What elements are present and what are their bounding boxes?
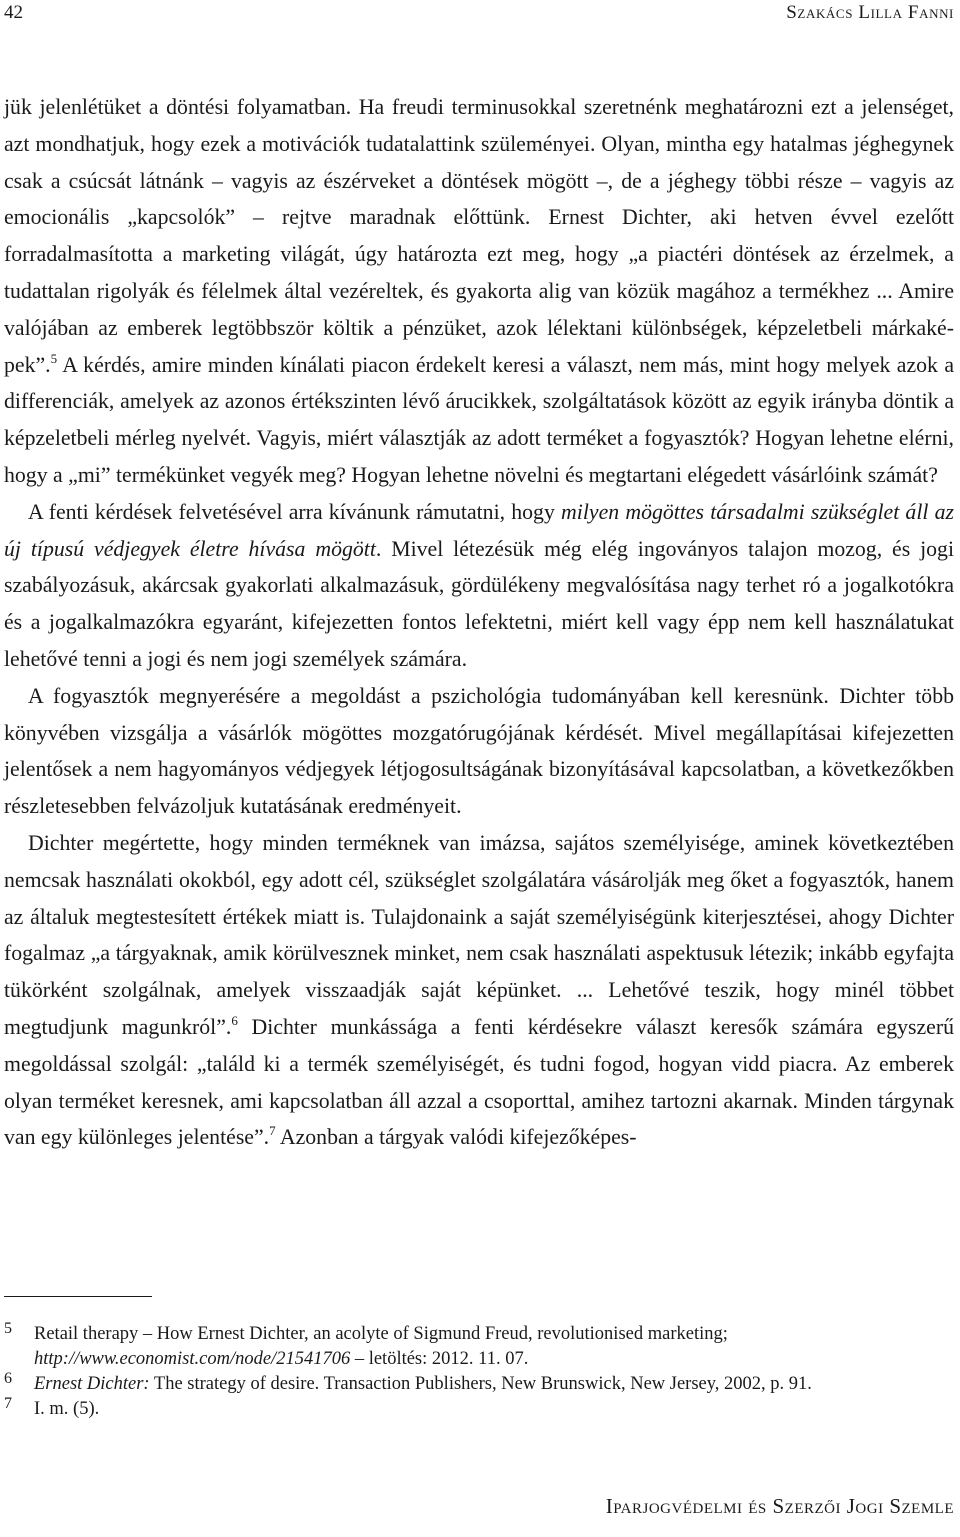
footnote-ref-5: 5 xyxy=(50,350,58,366)
footnote-6 xyxy=(4,1372,954,1397)
footnotes xyxy=(4,1322,954,1422)
paragraph-4-text-c: Azonban a tárgyak valódi kifejezőképes- xyxy=(275,1125,637,1150)
footnote-number: 5 xyxy=(4,1320,12,1337)
paragraph-1-text-b: A kérdés, amire minden kínálati piacon érdekelt keresi a választ, nem más, mint hogy melyek azok a differenciák, amelyek az azonos értékszinten lévő árucikkek, szolgáltatások között az egyik irányba döntik a képzeletbeli mérleg nyelvét. Vagyis, miért választják az adott terméket a fogyasztók? Hogyan lehetne elérni, hogy a „mi” termékünket vegyék meg? Hogyan lehetne növelni és megtartani elégedett vásárlóink számát? xyxy=(4,352,954,487)
paragraph-2-text-a: A fenti kérdések felvetésével arra kívánunk rámutatni, hogy xyxy=(28,499,562,524)
footnote-ref-7: 7 xyxy=(269,1123,276,1139)
paragraph-1-text-a: jük jelenlétüket a döntési folyamatban. Ha freudi terminusokkal szeretnénk meghatározni ezt a jelenséget, azt mondhatjuk, hogy ezek a motivációk tudatalattink szüleményei. Olyan, mintha egy hatalmas jéghegynek csak a csúcsát látnánk – vagyis az észérveket a döntések mögött –, de a jéghegy többi része – vagyis az emocionális „kapcsolók” – rejtve maradnak előttünk. Ernest Dichter, aki hetven évvel ezelőtt forradalmasította a marketing világát, úgy határozta ezt meg, hogy „a piactéri döntések az érzelmek, a tudattalan rigolyák és félelmek által vezéreltek, és gyakorta alig van közük magához a termékhez ... Amire valójában az emberek legtöbbször költik a pénzüket, azok lélektani különbségek, képzeletbeli márkaképek”. xyxy=(4,95,954,377)
footnote-divider xyxy=(4,1296,152,1297)
paragraph-2 xyxy=(4,494,954,678)
paragraph-4-text-b: Dichter munkássága a fenti kérdésekre választ keresők számára egyszerű megoldással szolgál: „találd ki a termék személyiségét, és tudni fogod, hogyan vidd piacra. Az emberek olyan terméket keresnek, ami kapcsolatban áll azzal a csoporttal, amihez tartozni akarnak. Minden tárgynak van egy különleges jelentése”. xyxy=(4,1014,955,1150)
paragraph-3: A fogyasztók megnyerésére a megoldást a pszichológia tudományában kell keresnünk. Dichter több könyvében vizsgálja a vásárlók mögöttes mozgatórugójának kérdését. Mivel megállapításai kifejezetten jelentősek a nem hagyományos védjegyek létjogosultságának bizonyításával kapcsolatban, a következőkben részletesebben felvázoljuk kutatásának eredményeit. xyxy=(4,683,954,819)
footnote-5 xyxy=(4,1322,954,1372)
footnote-text: Retail therapy – How Ernest Dichter, an acolyte of Sigmund Freud, revolutionised marketing; xyxy=(34,1324,728,1344)
paragraph-2-italic: milyen mögöttes társadalmi szükséglet áll az új típusú védjegyek életre hívása mögött xyxy=(4,499,955,561)
footnote-text: The strategy of desire. Transaction Publishers, New Brunswick, New Jersey, 2002, p. 91. xyxy=(149,1374,812,1394)
footnote-author: Ernest Dichter: xyxy=(34,1374,150,1394)
footnote-text: – letöltés: 2012. 11. 07. xyxy=(350,1349,529,1369)
page-number: 42 xyxy=(4,2,23,23)
paragraph-1 xyxy=(4,89,954,494)
running-title: Szakács Lilla Fanni xyxy=(786,2,954,23)
footnote-number: 7 xyxy=(4,1395,12,1412)
page-header xyxy=(0,0,960,40)
paragraph-4-text-a: Dichter megértette, hogy minden terméknek van imázsa, sajátos személyisége, aminek következtében nemcsak használati okokból, egy adott cél, szükséglet szolgálatára vásárolják meg őket a fogyasztók, hanem az általuk megtestesített értékek miatt is. Tulajdonaink a saját személyiségünk kiterjesztései, ahogy Dichter fogalmaz „a tárgyaknak, amik körülvesznek minket, nem csak használati aspektusuk létezik; inkább egyfajta tükörként szolgálnak, amelyek visszaadják saját képünket. ... Lehetővé teszik, hogy minél többet megtudjunk magunkról”. xyxy=(4,830,954,1039)
footnote-text: I. m. (5). xyxy=(34,1399,100,1419)
footnote-7 xyxy=(4,1397,954,1422)
footnote-link[interactable]: http://www.economist.com/node/21541706 xyxy=(34,1349,351,1369)
body-text xyxy=(4,89,954,1156)
footnote-number: 6 xyxy=(4,1370,12,1387)
paragraph-4 xyxy=(4,825,954,1156)
footnote-ref-6: 6 xyxy=(231,1012,238,1028)
journal-footer: Iparjogvédelmi és Szerzői Jogi Szemle xyxy=(605,1494,954,1518)
paragraph-2-text-b: . Mivel létezésük még elég ingoványos talajon mozog, és jogi szabályozásuk, akárcsak gyakorlati alkalmazásuk, gördülékeny megvalósítása nagy terhet ró a jogalkotókra és a jogalkalmazókra egyaránt, kifejezetten fontos lefektetni, miért kell vagy épp nem kell használatukat lehetővé tenni a jogi és nem jogi személyek számára. xyxy=(4,536,954,671)
